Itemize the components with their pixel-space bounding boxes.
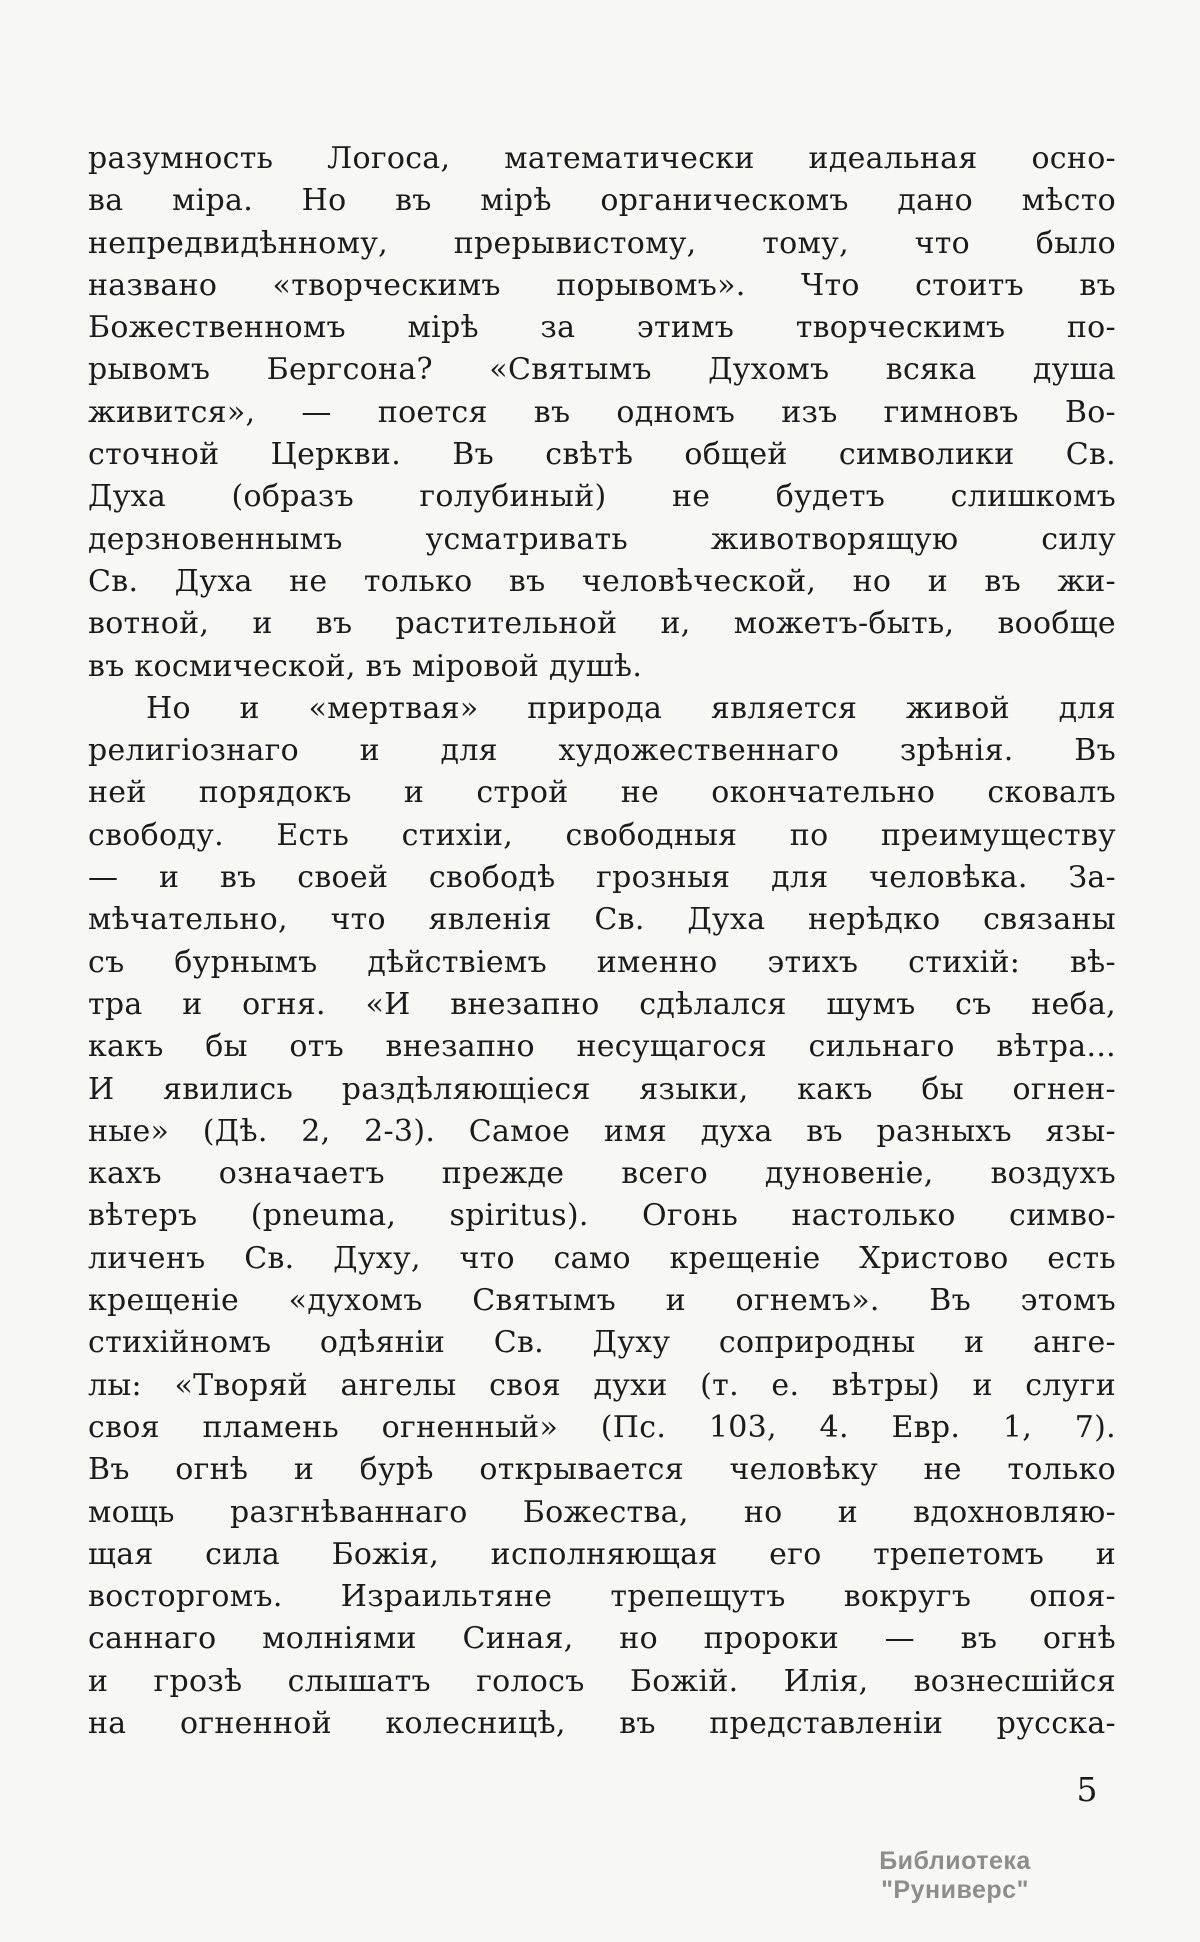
text-line: живится», — поется въ одномъ изъ гимновъ Во- — [88, 394, 1116, 430]
text-line: Божественномъ мірѣ за этимъ творческимъ по- — [88, 310, 1116, 346]
text-line: И явились раздѣляющіеся языки, какъ бы огнен- — [88, 1071, 1116, 1107]
text-line: названо «творческимъ порывомъ». Что стоитъ въ — [88, 267, 1116, 303]
library-watermark: Библиотека "Руниверс" — [879, 1847, 1031, 1904]
text-line: мѣчательно, что явленія Св. Духа нерѣдко связаны — [88, 902, 1116, 938]
text-line: щая сила Божія, исполняющая его трепетомъ и — [88, 1536, 1116, 1572]
text-line: ные» (Дѣ. 2, 2-3). Самое имя духа въ разныхъ язы- — [88, 1113, 1116, 1149]
text-line: на огненной колесницѣ, въ представленіи русска- — [88, 1705, 1116, 1741]
text-line: тра и огня. «И внезапно сдѣлался шумъ съ неба, — [88, 986, 1116, 1022]
text-line: вѣтеръ (pneuma, spiritus). Огонь настолько симво- — [88, 1198, 1116, 1234]
text-line: своя пламень огненный» (Пс. 103, 4. Евр. 1, 7). — [88, 1409, 1116, 1445]
text-line: рывомъ Бергсона? «Святымъ Духомъ всяка душа — [88, 352, 1116, 388]
text-line: Духа (образъ голубиный) не будетъ слишкомъ — [88, 479, 1116, 515]
text-line: религіознаго и для художественнаго зрѣнія. Въ — [88, 733, 1116, 769]
text-line: кахъ означаетъ прежде всего дуновеніе, воздухъ — [88, 1156, 1116, 1192]
text-line: свободу. Есть стихіи, свободныя по преимуществу — [88, 817, 1116, 853]
text-line: ва міра. Но въ мірѣ органическомъ дано мѣсто — [88, 183, 1116, 219]
text-line: крещеніе «духомъ Святымъ и огнемъ». Въ этомъ — [88, 1283, 1116, 1319]
page-text — [88, 138, 1116, 1745]
text-line: мощь разгнѣваннаго Божества, но и вдохновляю- — [88, 1494, 1116, 1530]
text-line: Св. Духа не только въ человѣческой, но и въ жи- — [88, 563, 1116, 599]
text-line: въ космической, въ міровой душѣ. — [88, 648, 643, 684]
text-line: лы: «Творяй ангелы своя духи (т. е. вѣтры) и слуги — [88, 1367, 1116, 1403]
text-line: восторгомъ. Израильтяне трепещутъ вокругъ опоя- — [88, 1579, 1116, 1615]
text-line: дерзновеннымъ усматривать животворящую силу — [88, 521, 1116, 557]
text-line: и грозѣ слышатъ голосъ Божій. Илія, вознесшійся — [88, 1663, 1116, 1699]
text-line: личенъ Св. Духу, что само крещеніе Христово есть — [88, 1240, 1116, 1276]
text-line: вотной, и въ растительной и, можетъ-быть, вообще — [88, 606, 1116, 642]
text-line: разумность Логоса, математически идеальная осно- — [88, 141, 1116, 176]
text-line: саннаго молніями Синая, но пророки — въ огнѣ — [88, 1621, 1116, 1657]
text-line: Но и «мертвая» природа является живой для — [146, 690, 1116, 726]
text-line: ней порядокъ и строй не окончательно сковалъ — [88, 775, 1116, 811]
text-line: сточной Церкви. Въ свѣтѣ общей символики Св. — [88, 437, 1116, 473]
text-line: какъ бы отъ внезапно несущагося сильнаго вѣтра... — [88, 1029, 1116, 1065]
text-line: — и въ своей свободѣ грозныя для человѣка. За- — [88, 860, 1116, 896]
page-number: 5 — [1076, 1770, 1098, 1809]
text-line: стихійномъ одѣяніи Св. Духу соприродны и анге- — [88, 1325, 1116, 1361]
text-line: Въ огнѣ и бурѣ открывается человѣку не только — [88, 1452, 1116, 1488]
text-line: съ бурнымъ дѣйствіемъ именно этихъ стихій: вѣ- — [88, 944, 1116, 980]
text-line: непредвидѣнному, прерывистому, тому, что было — [88, 225, 1116, 261]
